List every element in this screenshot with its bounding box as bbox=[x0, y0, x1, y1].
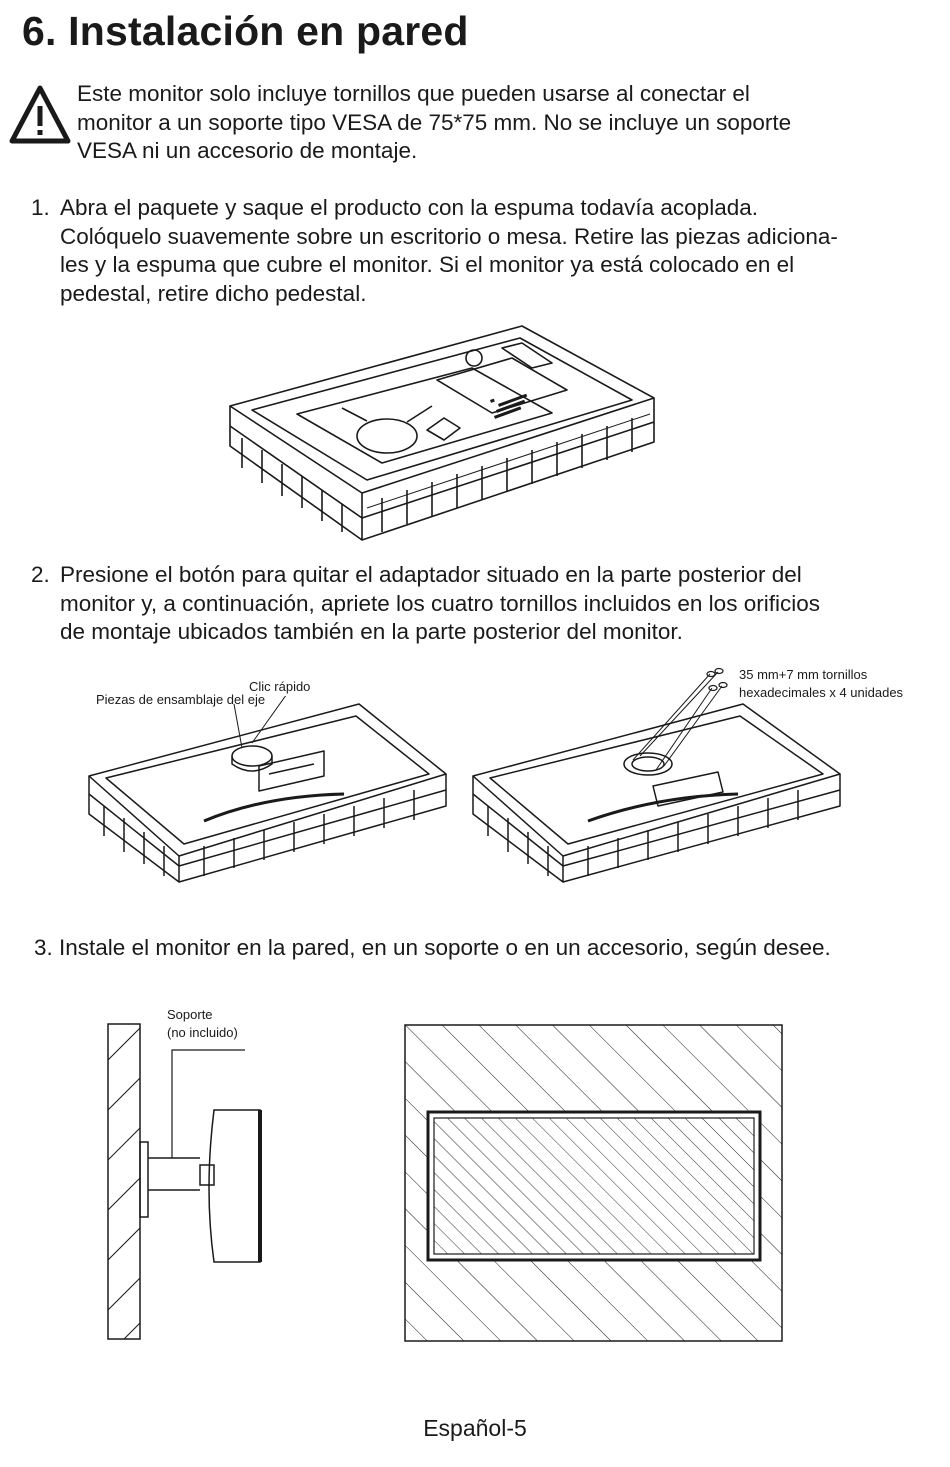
warning-line: VESA ni un accesorio de montaje. bbox=[77, 138, 418, 163]
warning-icon bbox=[9, 84, 71, 146]
step-text: Instale el monitor en la pared, en un soporte o en un accesorio, según desee. bbox=[59, 935, 831, 960]
step-line: les y la espuma que cubre el monitor. Si el monitor ya está colocado en el bbox=[60, 252, 795, 277]
step-3 bbox=[34, 934, 944, 962]
warning-line: Este monitor solo incluye tornillos que pueden usarse al conectar el bbox=[77, 81, 750, 106]
step-1 bbox=[31, 194, 946, 314]
page-footer: Español-5 bbox=[423, 1415, 527, 1441]
warning-text bbox=[77, 80, 937, 166]
soporte-label-line2: (no incluido) bbox=[167, 1025, 238, 1040]
warning-line: monitor a un soporte tipo VESA de 75*75 mm. No se incluye un soporte bbox=[77, 109, 792, 135]
step-2 bbox=[31, 561, 946, 651]
clic-rapido-label: Clic rápido bbox=[249, 679, 311, 694]
piezas-label: Piezas de ensamblaje del eje bbox=[96, 692, 266, 707]
step-line: monitor y, a continuación, apriete los cuatro tornillos incluidos en los orificios bbox=[60, 590, 820, 616]
step-number: 2. bbox=[31, 562, 50, 587]
wall-mount-side-view bbox=[100, 1000, 280, 1345]
monitor-adapter-illustration bbox=[84, 696, 454, 886]
tornillos-label-line1: 35 mm+7 mm tornillos bbox=[739, 667, 868, 682]
step-line: de montaje ubicados también en la parte posterior del monitor. bbox=[60, 619, 683, 644]
step-number: 1. bbox=[31, 195, 50, 220]
tornillos-label-line2: hexadecimales x 4 unidades bbox=[739, 685, 904, 700]
foam-packaging-illustration bbox=[222, 318, 662, 558]
wall-mount-front-view bbox=[400, 1020, 790, 1346]
step-line: Abra el paquete y saque el producto con la espuma todavía acoplada. bbox=[60, 195, 758, 220]
step-line: Presione el botón para quitar el adaptador situado en la parte posterior del bbox=[60, 562, 802, 587]
page-title: 6. Instalación en pared bbox=[22, 8, 469, 54]
soporte-label-line1: Soporte bbox=[167, 1007, 213, 1022]
step-line: Colóquelo suavemente sobre un escritorio o mesa. Retire las piezas adiciona- bbox=[60, 223, 838, 249]
step-number: 3. bbox=[34, 935, 53, 960]
step-line: pedestal, retire dicho pedestal. bbox=[60, 280, 367, 306]
